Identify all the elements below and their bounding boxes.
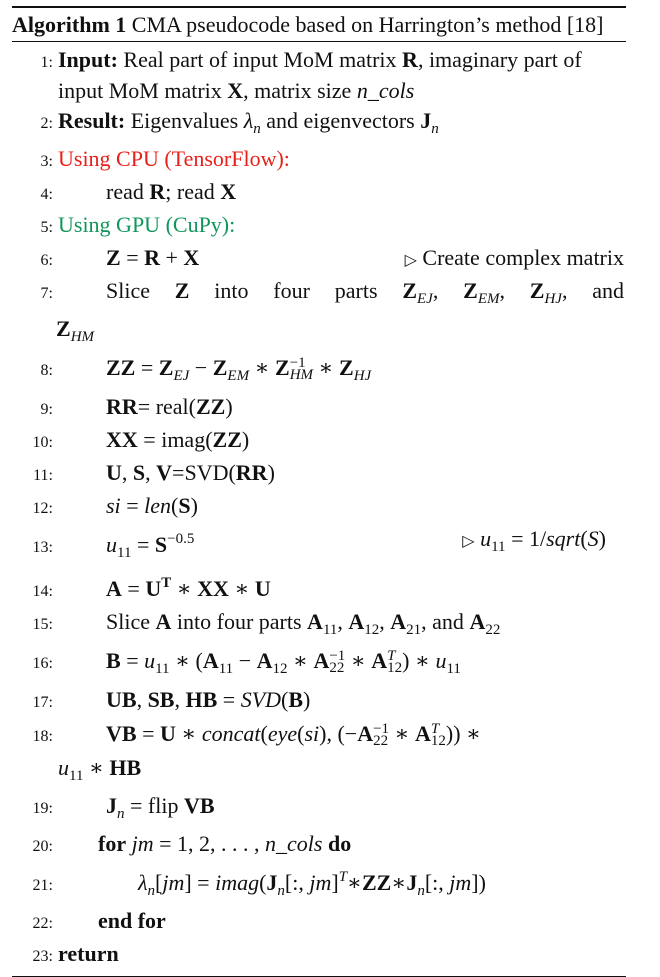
- algo-line-8: 8: ZZ = $Z_{EJ} - Z_{EM}$ ∗ Z −1 HM ∗ $Z_{HJ}$: [12, 352, 626, 392]
- algo-line-18-cont: $u_{11}$ ∗ HB: [58, 755, 142, 784]
- algo-line-23: 23: return: [12, 939, 626, 972]
- gpu-label: Using GPU (CuPy):: [58, 212, 236, 237]
- line-number: 21:: [32, 877, 53, 894]
- algo-line-11: 11: U, S, V=SVD(RR): [12, 458, 626, 491]
- algo-line-3: [12, 144, 626, 177]
- algo-line-21: 21: $\lambda_n[jm]$ = $imag(J_n$[:, $jm]^T∗ZZ∗J_n$[:, jm]): [12, 862, 626, 906]
- line-number: 15:: [32, 616, 53, 633]
- comment: ▷ Create complex matrix: [404, 245, 624, 270]
- line-number: 3:: [40, 153, 53, 170]
- result-text-b: and eigenvectors: [266, 108, 415, 133]
- algo-line-10: 10: XX = imag(ZZ): [12, 425, 626, 458]
- algo-line-15: 15: Slice A into four parts $A_{11}$, $A_{12}$, $A_{21}$, and $A_{22}$: [12, 607, 626, 645]
- input-text-c: matrix size: [254, 78, 352, 103]
- algo-line-18: 18: VB = U ∗ concat(eye(si), (−A −1 22 ∗ A T 12 )) ∗: [12, 718, 626, 753]
- line-number: 4:: [40, 186, 53, 203]
- algo-line-6: 6: Z = R + X ▷ Create complex matrix: [12, 243, 626, 276]
- algo-line-22: 22: end for: [12, 906, 626, 939]
- line-number: 14:: [32, 583, 53, 600]
- line-number: 8:: [40, 362, 53, 379]
- line-number: 18:: [32, 728, 53, 745]
- input-text-a: Real part of input MoM matrix: [123, 47, 397, 72]
- algo-line-19: 19: $J_n$ = flip VB: [12, 791, 626, 829]
- algo-line-13: 13: $u_{11} = S^{-0.5}$ ▷ $u_{11}$ = 1/sqrt(S): [12, 524, 626, 568]
- line-number: 20:: [32, 838, 53, 855]
- cpu-label: Using CPU (TensorFlow):: [58, 146, 290, 171]
- line-number: 16:: [32, 655, 53, 672]
- line-number: 22:: [32, 915, 53, 932]
- line-number: 13:: [32, 539, 53, 556]
- input-text-b: imaginary part of input MoM matrix: [58, 47, 582, 103]
- line-number: 10:: [32, 434, 53, 451]
- input-keyword: Input:: [58, 47, 118, 72]
- line-number: 7:: [40, 285, 53, 302]
- line-number: 19:: [32, 800, 53, 817]
- algo-line-12: 12: si = len(S): [12, 491, 626, 524]
- algo-line-9: 9: RR= real(ZZ): [12, 392, 626, 425]
- algorithm-lines: [12, 42, 626, 977]
- line-number: 2:: [40, 115, 53, 132]
- algo-line-1: 1: Input: Real part of input MoM matrix R, imaginary part of input MoM matrix X, matrix size n_cols: [12, 44, 626, 106]
- line-number: 9:: [40, 401, 53, 418]
- line-number: 12:: [32, 500, 53, 517]
- comment: ▷ $u_{11}$ = 1/sqrt(S): [462, 526, 606, 555]
- algo-line-5: [12, 210, 626, 243]
- line-number: 6:: [40, 252, 53, 269]
- algo-line-7: 7: Slice Z into four parts $Z_{EJ}$, $Z_{EM}$, $Z_{HJ}$, and: [12, 276, 626, 314]
- algo-line-14: 14: $A = U^T$ ∗ XX ∗ U: [12, 568, 626, 607]
- line-number: 5:: [40, 219, 53, 236]
- algo-line-17: 17: UB, SB, HB = SVD(B): [12, 685, 626, 718]
- algo-line-2: 2: Result: Eigenvalues $\lambda_n$ and eigenvectors $J_n$: [12, 106, 626, 144]
- algorithm-caption: [12, 8, 626, 42]
- algo-line-4: 4: read R; read X: [12, 177, 626, 210]
- algo-line-20: 20: for jm = 1, 2, . . . , n_cols do: [12, 829, 626, 862]
- line-number: 17:: [32, 694, 53, 711]
- algorithm-block: [12, 6, 626, 977]
- line-number: 23:: [32, 948, 53, 965]
- line-number: 11:: [33, 467, 53, 484]
- result-keyword: Result:: [58, 108, 126, 133]
- line-number: 1:: [40, 54, 53, 71]
- algorithm-label: Algorithm 1: [12, 12, 127, 37]
- result-text-a: Eigenvalues: [130, 108, 239, 133]
- algo-line-16: 16: $B = u_{11}$ ∗ ($A_{11} - A_{12}$ ∗ A −1 22 ∗ A T 12 ) ∗ $u_{11}$: [12, 645, 626, 685]
- algorithm-title: CMA pseudocode based on Harrington’s method [18]: [131, 12, 604, 37]
- algo-line-7-cont: $Z_{HM}$: [56, 316, 95, 345]
